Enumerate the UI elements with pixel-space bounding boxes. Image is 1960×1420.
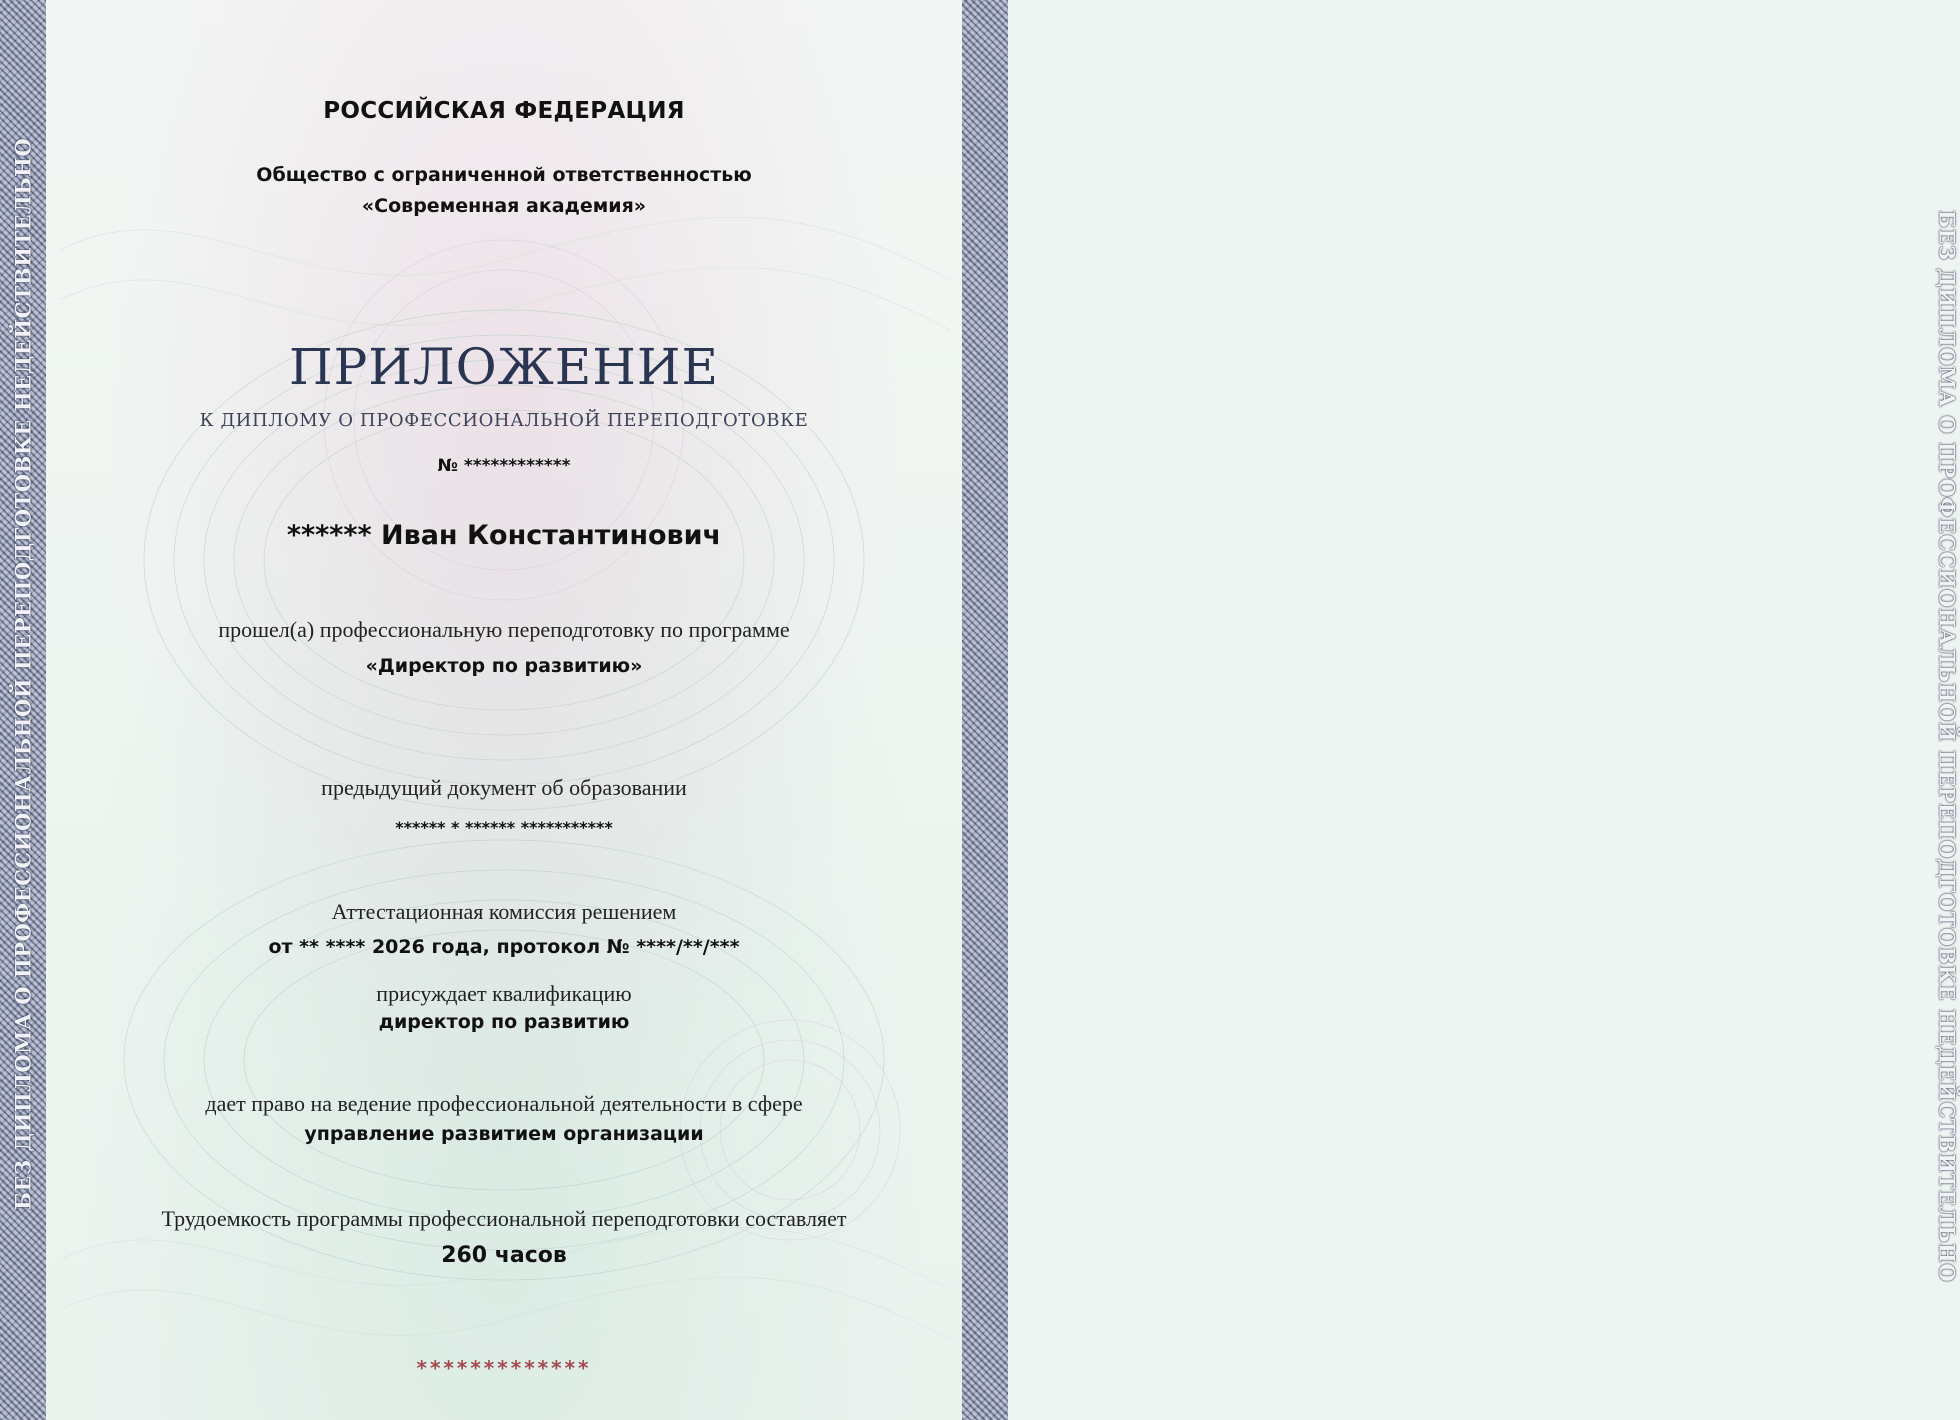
organization-name: «Современная академия» [361, 195, 647, 217]
left-border-text: БЕЗ ДИПЛОМА О ПРОФЕССИОНАЛЬНОЙ ПЕРЕПОДГОТОВКЕ НЕДЕЙСТВИТЕЛЬНО [10, 137, 36, 1210]
holder-name: ****** Иван Константинович [286, 520, 722, 551]
previous-document-value: ****** * ****** *********** [395, 818, 613, 837]
organization-type: Общество с ограниченной ответственностью [256, 164, 752, 186]
attestation-decision: от ** **** 2026 года, протокол № ****/**/*** [268, 936, 740, 958]
hours-value: 260 часов [441, 1243, 567, 1268]
activity-value: управление развитием организации [304, 1123, 704, 1145]
document-subtitle: К ДИПЛОМУ О ПРОФЕССИОНАЛЬНОЙ ПЕРЕПОДГОТОВКЕ [199, 410, 809, 431]
previous-document-intro: предыдущий документ об образовании [321, 775, 687, 800]
activity-intro: дает право на ведение профессиональной деятельности в сфере [205, 1091, 803, 1116]
footer-serial: ************* [416, 1356, 592, 1380]
right-border-text: БЕЗ ДИПЛОМА О ПРОФЕССИОНАЛЬНОЙ ПЕРЕПОДГОТОВКЕ НЕДЕЙСТВИТЕЛЬНО [1934, 210, 1960, 1283]
qualification-value: директор по развитию [378, 1011, 630, 1033]
program-intro: прошел(а) профессиональную переподготовку по программе [218, 617, 790, 642]
qualification-intro: присуждает квалификацию [376, 981, 632, 1006]
country-heading: РОССИЙСКАЯ ФЕДЕРАЦИЯ [323, 98, 685, 124]
attestation-intro: Аттестационная комиссия решением [331, 899, 677, 924]
document-number: № ************ [437, 456, 571, 476]
document-title: ПРИЛОЖЕНИЕ [289, 338, 719, 396]
right-security-border [962, 0, 1960, 1420]
left-security-border [0, 0, 46, 1420]
program-name: «Директор по развитию» [365, 655, 643, 677]
hours-intro: Трудоемкость программы профессиональной переподготовки составляет [161, 1206, 847, 1231]
